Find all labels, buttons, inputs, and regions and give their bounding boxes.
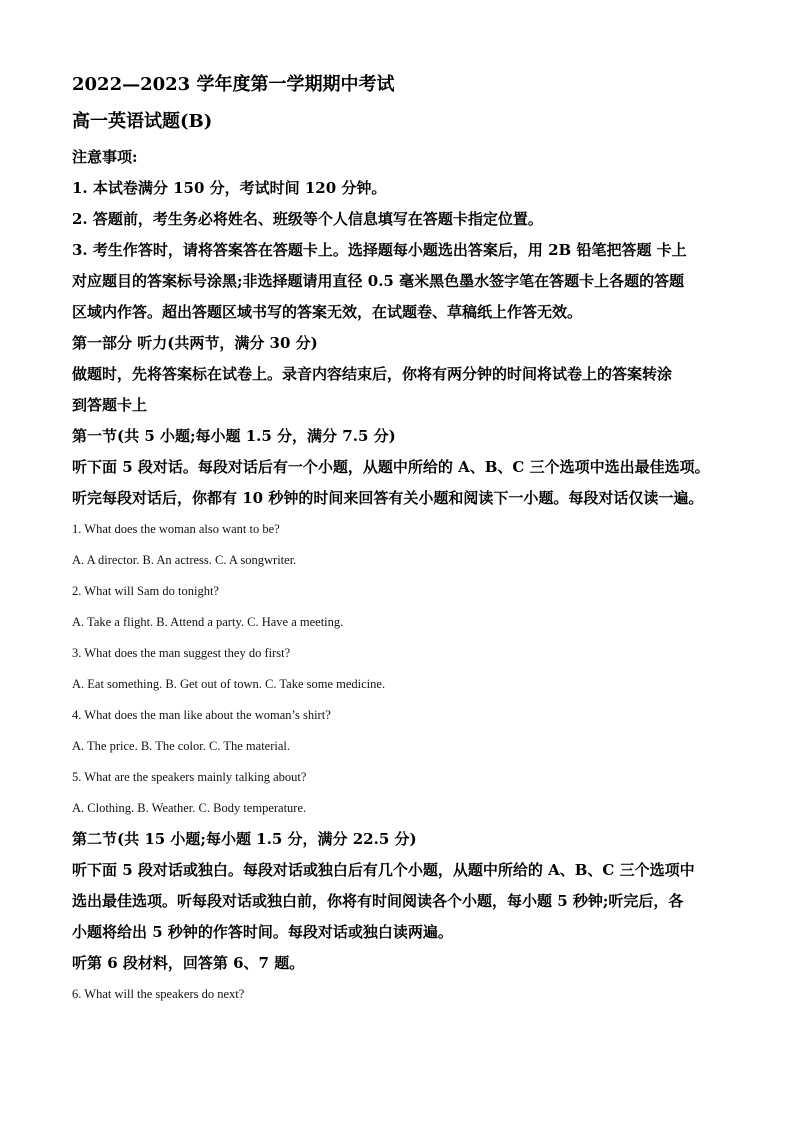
question-3: 3. What does the man suggest they do first? [72, 646, 291, 660]
section1-instruction-line-2: 听完每段对话后，你都有 10 秒钟的时间来回答有关小题和阅读下一小题。每段对话仅读一遍。 [72, 489, 704, 507]
notice-item-3-line-2: 对应题目的答案标号涂黑;非选择题请用直径 0.5 毫米黑色墨水签字笔在答题卡上各题的答题 [72, 272, 685, 290]
question-5-options: A. Clothing. B. Weather. C. Body temperature. [72, 801, 307, 815]
question-5: 5. What are the speakers mainly talking about? [72, 770, 307, 784]
question-3-options: A. Eat something. B. Get out of town. C. Take some medicine. [72, 677, 386, 691]
notice-item-3-line-1: 3. 考生作答时，请将答案答在答题卡上。选择题每小题选出答案后，用 2B 铅笔把答题 卡上 [72, 241, 687, 259]
notice-heading: 注意事项: [72, 148, 138, 166]
section2-instruction-line-2: 选出最佳选项。听每段对话或独白前，你将有时间阅读各个小题，每小题 5 秒钟;听完后，各 [72, 892, 684, 910]
question-2: 2. What will Sam do tonight? [72, 584, 219, 598]
question-1: 1. What does the woman also want to be? [72, 522, 280, 536]
question-4: 4. What does the man like about the woman’s shirt? [72, 708, 331, 722]
part1-intro-line-2: 到答题卡上 [72, 396, 148, 414]
question-6: 6. What will the speakers do next? [72, 987, 245, 1001]
section1-heading: 第一节(共 5 小题;每小题 1.5 分，满分 7.5 分) [72, 427, 396, 445]
part1-heading: 第一部分 听力(共两节，满分 30 分) [72, 334, 318, 352]
part1-intro-line-1: 做题时，先将答案标在试卷上。录音内容结束后，你将有两分钟的时间将试卷上的答案转涂 [72, 365, 673, 383]
section2-heading: 第二节(共 15 小题;每小题 1.5 分，满分 22.5 分) [72, 830, 417, 848]
exam-page [72, 68, 732, 1010]
question-4-options: A. The price. B. The color. C. The material. [72, 739, 290, 753]
section2-instruction-line-3: 小题将给出 5 秒钟的作答时间。每段对话或独白读两遍。 [72, 923, 453, 941]
notice-item-3-line-3: 区域内作答。超出答题区域书写的答案无效，在试题卷、草稿纸上作答无效。 [72, 303, 583, 321]
exam-title: 2022—2023 学年度第一学期期中考试 [72, 74, 395, 95]
notice-item-2: 2. 答题前，考生务必将姓名、班级等个人信息填写在答题卡指定位置。 [72, 210, 543, 228]
question-1-options: A. A director. B. An actress. C. A songwriter. [72, 553, 297, 567]
material-6-heading: 听第 6 段材料，回答第 6、7 题。 [72, 954, 305, 972]
section1-instruction-line-1: 听下面 5 段对话。每段对话后有一个小题，从题中所给的 A、B、C 三个选项中选出最佳选项。 [72, 458, 710, 476]
question-2-options: A. Take a flight. B. Attend a party. C. Have a meeting. [72, 615, 344, 629]
section2-instruction-line-1: 听下面 5 段对话或独白。每段对话或独白后有几个小题，从题中所给的 A、B、C 三个选项中 [72, 861, 695, 879]
notice-item-1: 1. 本试卷满分 150 分，考试时间 120 分钟。 [72, 179, 387, 197]
exam-subtitle: 高一英语试题(B) [72, 111, 213, 132]
